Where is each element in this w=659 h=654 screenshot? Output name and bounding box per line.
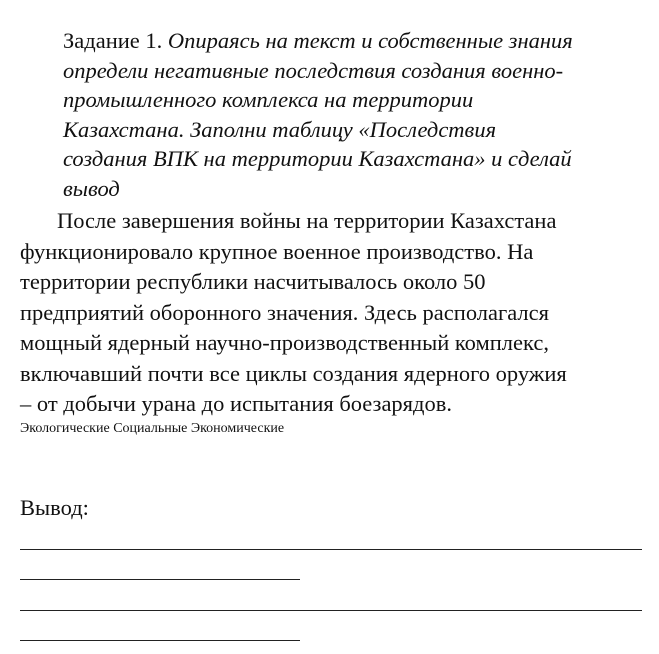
source-text-line: мощный ядерный научно-производственный комплекс, (20, 330, 549, 355)
task-instruction-line: Опираясь на текст и собственные знания (167, 28, 573, 53)
source-text-line: функционировало крупное военное производство. На (20, 238, 534, 264)
task-instruction-line: промышленного комплекса на территории (63, 87, 474, 112)
source-text-line: территории республики насчитывалось около 50 (20, 269, 486, 294)
source-text-line: включавший почти все циклы создания ядерного оружия (20, 360, 567, 386)
answer-line[interactable] (20, 579, 300, 580)
table-categories: Экологические Социальные Экономические (20, 421, 285, 436)
source-text (20, 206, 650, 420)
task-block (63, 26, 648, 203)
source-text-line: предприятий оборонного значения. Здесь располагался (20, 299, 549, 325)
answer-line[interactable] (20, 640, 300, 641)
source-text-line: После завершения войны на территории Казахстана (57, 208, 557, 233)
task-instruction-line: вывод (63, 175, 120, 201)
task-number: Задание 1. (63, 28, 168, 53)
task-instruction-line: определи негативные последствия создания военно- (63, 57, 564, 83)
task-instruction-line: Казахстана. Заполни таблицу «Последствия (63, 116, 497, 142)
task-line-1 (63, 26, 648, 56)
answer-line[interactable] (20, 549, 642, 550)
answer-line[interactable] (20, 610, 642, 611)
task-instruction-line: создания ВПК на территории Казахстана» и сделай (63, 146, 572, 171)
source-text-line: – от добычи урана до испытания боезарядов. (20, 391, 452, 416)
conclusion-label: Вывод: (20, 495, 89, 520)
